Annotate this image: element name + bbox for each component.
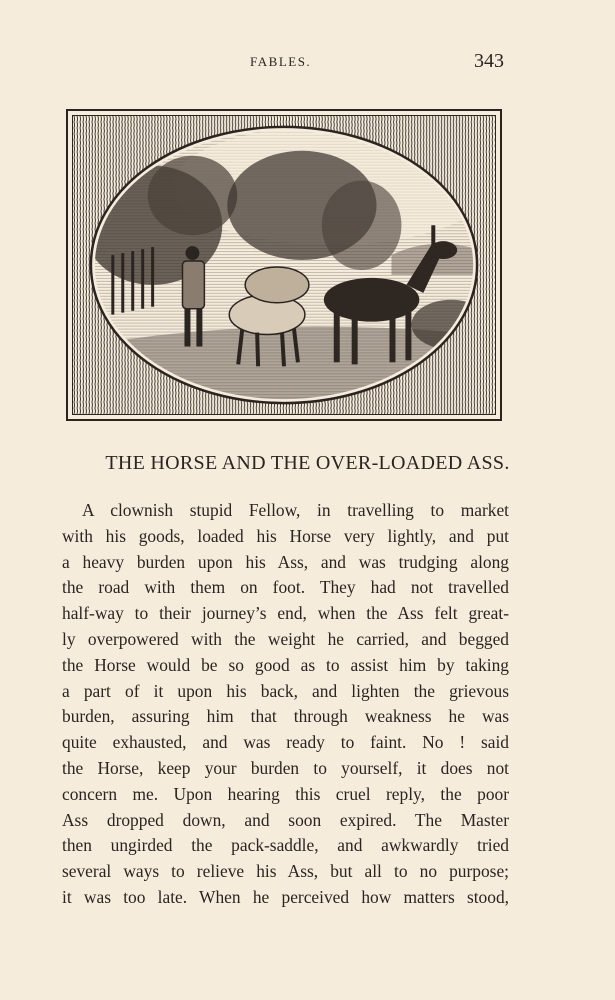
- page-number: 343: [474, 50, 504, 72]
- text-line: a part of it upon his back, and lighten the grievous: [62, 680, 509, 701]
- text-line: it was too late. When he perceived how matters stood,: [62, 886, 509, 907]
- text-line: several ways to relieve his Ass, but all to no purpose;: [62, 861, 509, 882]
- text-line: burden, assuring him that through weakness he was: [62, 706, 509, 727]
- text-line: ly overpowered with the weight he carried, and begged: [62, 628, 509, 649]
- text-line: half-way to their journey’s end, when the Ass felt great-: [62, 603, 509, 624]
- fable-title: THE HORSE AND THE OVER-LOADED ASS.: [105, 452, 510, 474]
- running-title: FABLES.: [250, 54, 312, 69]
- illustration-plate: [72, 115, 496, 415]
- text-line: the Horse would be so good as to assist him by taking: [62, 654, 509, 675]
- text-line: Ass dropped down, and soon expired. The Master: [62, 809, 509, 830]
- text-line: the Horse, keep your burden to yourself, it does not: [62, 757, 509, 778]
- text-line: quite exhausted, and was ready to faint. No ! said: [62, 732, 509, 753]
- text-line: concern me. Upon hearing this cruel reply, the poor: [62, 783, 509, 804]
- woodcut-engraving-icon: [73, 116, 495, 414]
- running-head: [0, 50, 615, 74]
- text-line: with his goods, loaded his Horse very lightly, and put: [62, 525, 509, 546]
- text-line: a heavy burden upon his Ass, and was trudging along: [62, 551, 509, 572]
- text-line: then ungirded the pack-saddle, and awkwardly tried: [62, 835, 509, 856]
- fable-body: [62, 498, 509, 911]
- text-line: the road with them on foot. They had not travelled: [62, 577, 509, 598]
- text-line: A clownish stupid Fellow, in travelling to market: [82, 500, 509, 520]
- illustration-frame: [66, 109, 502, 421]
